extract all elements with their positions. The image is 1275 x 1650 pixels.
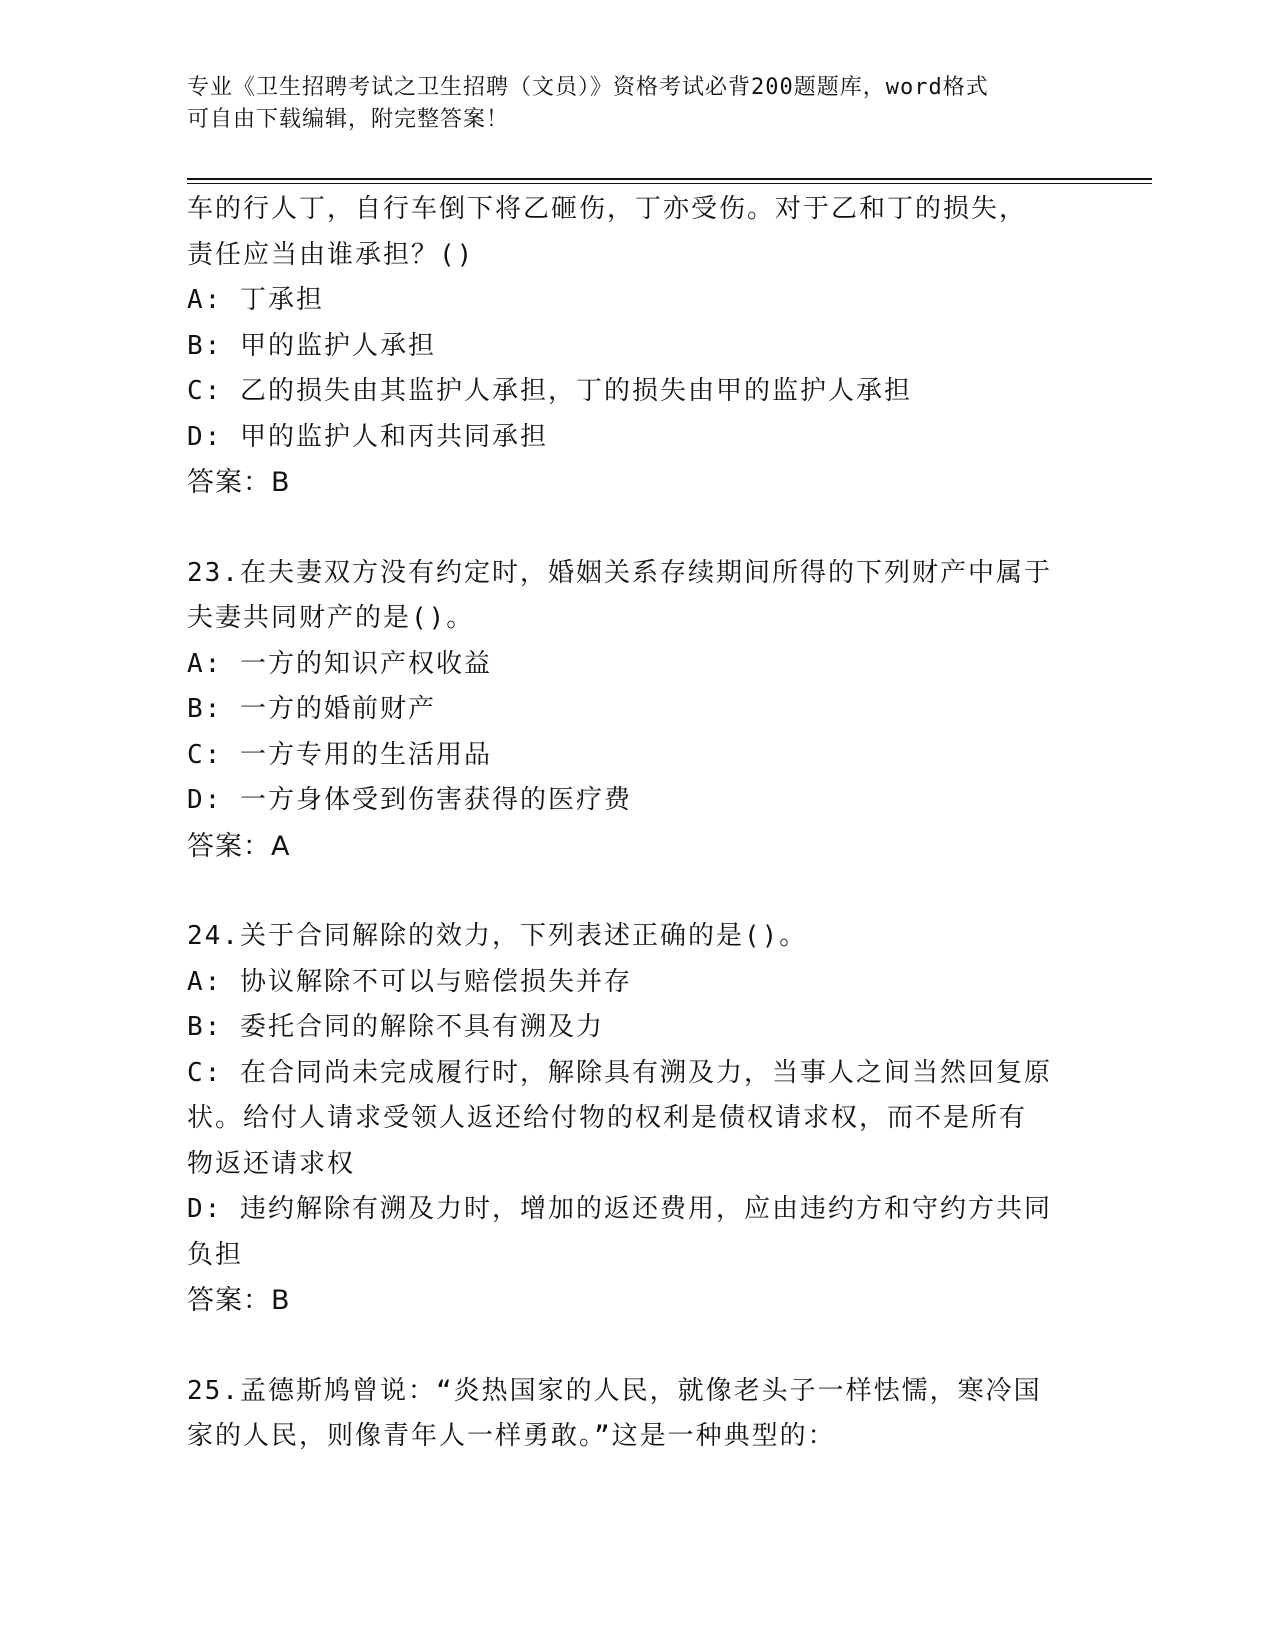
option-b: B: 一方的婚前财产	[187, 694, 436, 724]
question-stem-line: 25.孟德斯鸠曾说：“炎热国家的人民，就像老头子一样怯懦，寒冷国	[187, 1375, 1042, 1406]
question-25	[187, 1369, 1087, 1460]
option-d-line: D: 违约解除有溯及力时，增加的返还费用，应由违约方和守约方共同	[187, 1194, 1052, 1224]
question-separator	[187, 506, 1087, 551]
option-c-line: 状。给付人请求受领人返还给付物的权利是债权请求权，而不是所有	[187, 1103, 1028, 1133]
question-24	[187, 914, 1087, 1324]
question-stem-line: 23.在夫妻双方没有约定时，婚姻关系存续期间所得的下列财产中属于	[187, 557, 1052, 588]
question-stem-line: 责任应当由谁承担？()	[187, 239, 475, 270]
question-separator	[187, 1324, 1087, 1369]
question-22-continued	[187, 187, 1087, 506]
answer-label: 答案：A	[187, 830, 291, 862]
option-c-line: C: 在合同尚未完成履行时，解除具有溯及力，当事人之间当然回复原	[187, 1057, 1052, 1088]
option-b: B: 甲的监护人承担	[187, 330, 436, 361]
question-stem-line: 车的行人丁，自行车倒下将乙砸伤，丁亦受伤。对于乙和丁的损失，	[187, 194, 1028, 224]
header-rule-thin	[187, 183, 1152, 184]
question-stem-line: 家的人民，则像青年人一样勇敢。”这是一种典型的：	[187, 1421, 836, 1451]
option-a: A: 协议解除不可以与赔偿损失并存	[187, 966, 632, 997]
option-b: B: 委托合同的解除不具有溯及力	[187, 1012, 604, 1042]
option-c: C: 一方专用的生活用品	[187, 739, 492, 770]
option-d: D: 甲的监护人和丙共同承担	[187, 421, 548, 452]
option-a: A: 丁承担	[187, 285, 324, 315]
question-separator	[187, 869, 1087, 914]
question-stem-line: 24.关于合同解除的效力，下列表述正确的是()。	[187, 921, 808, 951]
question-stem-line: 夫妻共同财产的是()。	[187, 603, 475, 633]
question-list	[187, 187, 1087, 1460]
option-d-line: 负担	[187, 1239, 244, 1270]
document-header	[187, 72, 1067, 136]
option-c-line: 物返还请求权	[187, 1148, 356, 1179]
answer-label: 答案：B	[187, 1285, 291, 1316]
header-title-line-2: 可自由下载编辑，附完整答案！	[187, 107, 510, 132]
header-rule-thick	[187, 178, 1152, 180]
option-a: A: 一方的知识产权收益	[187, 648, 492, 679]
answer-label: 答案：B	[187, 467, 291, 498]
header-title-line-1: 专业《卫生招聘考试之卫生招聘（文员）》资格考试必背200题题库，word格式	[187, 75, 989, 100]
question-23	[187, 551, 1087, 870]
option-c: C: 乙的损失由其监护人承担，丁的损失由甲的监护人承担	[187, 376, 912, 406]
option-d: D: 一方身体受到伤害获得的医疗费	[187, 785, 632, 815]
